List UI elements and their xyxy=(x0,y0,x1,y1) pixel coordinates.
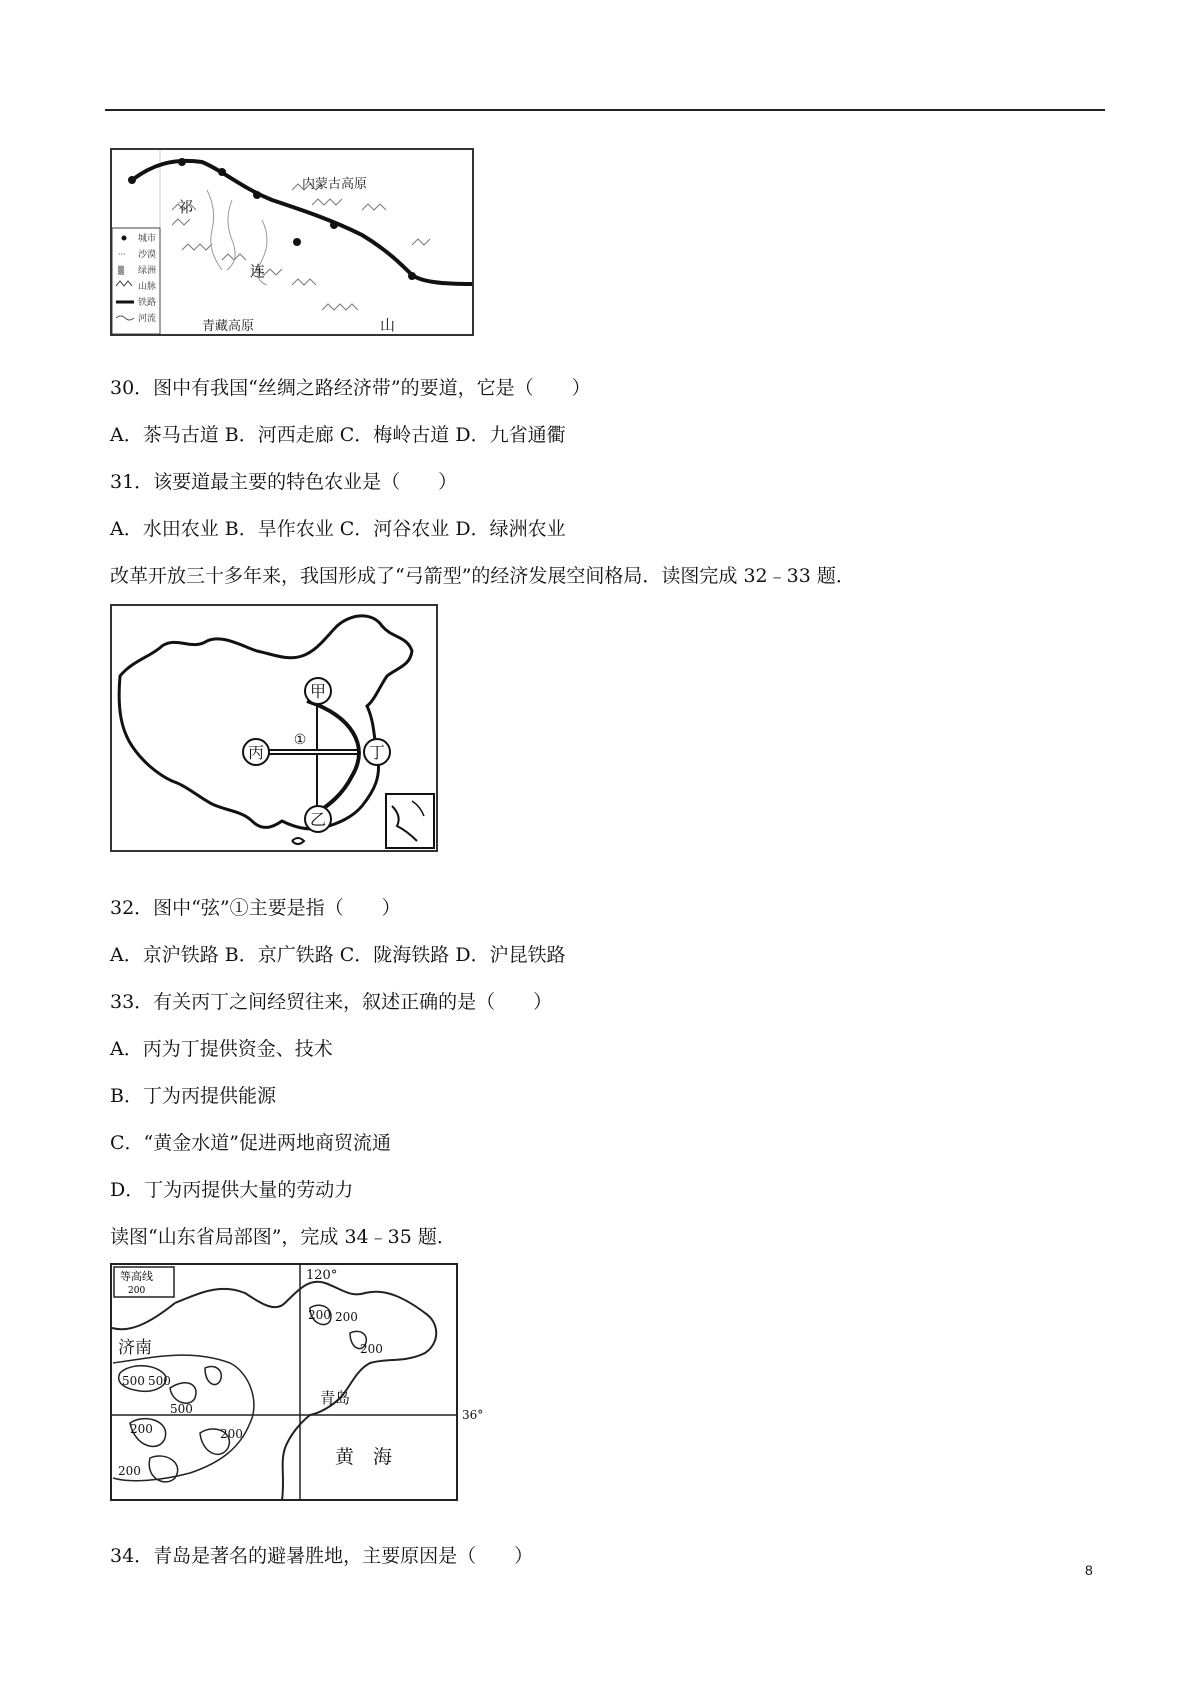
label-ding: 丁 xyxy=(368,743,386,762)
plateau-north-label: 内蒙古高原 xyxy=(302,177,368,192)
intro-34-35: 读图“山东省局部图”，完成 34﹣35 题． xyxy=(110,1226,456,1248)
q32-options: A．京沪铁路 B．京广铁路 C．陇海铁路 D．沪昆铁路 xyxy=(110,944,566,966)
legend-title: 等高线 xyxy=(120,1270,153,1283)
label-yi: 乙 xyxy=(309,810,327,829)
latitude-label: 36° xyxy=(462,1408,484,1422)
contour-label: 500 xyxy=(122,1374,145,1388)
contour-label: 500 xyxy=(170,1402,193,1416)
qilian-char-3: 山 xyxy=(380,316,396,334)
legend-mountain: 山脉 xyxy=(138,282,157,292)
q31-stem: 31．该要道最主要的特色农业是（ ） xyxy=(110,471,458,493)
q33-option-d: D．丁为丙提供大量的劳动力 xyxy=(110,1179,354,1201)
q33-stem: 33．有关丙丁之间经贸往来，叙述正确的是（ ） xyxy=(110,991,553,1013)
yellow-sea-label: 黄 海 xyxy=(335,1446,393,1468)
city-qingdao-label: 青岛 xyxy=(320,1389,351,1407)
contour-label: 500 xyxy=(148,1374,171,1388)
legend-city: 城市 xyxy=(138,234,157,244)
svg-text:···: ··· xyxy=(118,250,126,259)
header-rule xyxy=(105,109,1105,111)
q34-stem: 34．青岛是著名的避暑胜地，主要原因是（ ） xyxy=(110,1545,534,1567)
q33-option-a: A．丙为丁提供资金、技术 xyxy=(110,1038,333,1060)
city-jinan-label: 济南 xyxy=(118,1338,152,1358)
legend-oasis: 绿洲 xyxy=(138,266,157,276)
q33-option-c: C．“黄金水道”促进两地商贸流通 xyxy=(110,1132,391,1154)
south-sea-inset xyxy=(386,794,434,848)
contour-label: 200 xyxy=(130,1422,153,1436)
china-bow-arrow-map xyxy=(110,604,438,852)
legend-value: 200 xyxy=(128,1286,146,1296)
china-outline xyxy=(119,616,412,829)
legend-city-symbol xyxy=(122,236,127,241)
q31-options: A．水田农业 B．旱作农业 C．河谷农业 D．绿洲农业 xyxy=(110,518,566,540)
qilian-char-2: 连 xyxy=(250,262,266,280)
q30-stem: 30．图中有我国“丝绸之路经济带”的要道，它是（ ） xyxy=(110,377,591,399)
longitude-label: 120° xyxy=(306,1268,338,1283)
city-dot xyxy=(253,191,261,199)
contour-label: 200 xyxy=(118,1464,141,1478)
label-bing: 丙 xyxy=(247,743,265,762)
city-dot xyxy=(218,168,226,176)
page-number: 8 xyxy=(1085,1562,1093,1578)
q33-option-b: B．丁为丙提供能源 xyxy=(110,1085,276,1107)
bow-coast xyxy=(307,701,359,813)
city-dot xyxy=(408,272,416,280)
legend-river: 河流 xyxy=(138,314,157,324)
city-dot xyxy=(178,158,186,166)
contour-label: 200 xyxy=(308,1308,331,1322)
q30-options: A．茶马古道 B．河西走廊 C．梅岭古道 D．九省通衢 xyxy=(110,424,566,446)
legend-railway: 铁路 xyxy=(138,298,157,308)
svg-text:▒: ▒ xyxy=(118,266,125,275)
city-dot xyxy=(330,221,338,229)
hexi-corridor-map xyxy=(110,148,474,336)
qilian-char-1: 祁 xyxy=(178,198,194,216)
label-string-1: ① xyxy=(293,732,307,748)
plateau-south-label: 青藏高原 xyxy=(202,319,255,334)
intro-32-33: 改革开放三十多年来，我国形成了“弓箭型”的经济发展空间格局．读图完成 32﹣33 题． xyxy=(110,565,855,587)
label-jia: 甲 xyxy=(309,682,327,701)
legend-desert: 沙漠 xyxy=(138,250,157,260)
city-dot xyxy=(128,176,136,184)
shandong-map xyxy=(110,1263,490,1503)
q32-stem: 32．图中“弦”①主要是指（ ） xyxy=(110,897,401,919)
contour-label: 200 xyxy=(220,1427,243,1441)
contour-label: 200 xyxy=(360,1342,383,1356)
contour-label: 200 xyxy=(335,1310,358,1324)
city-dot xyxy=(293,238,301,246)
